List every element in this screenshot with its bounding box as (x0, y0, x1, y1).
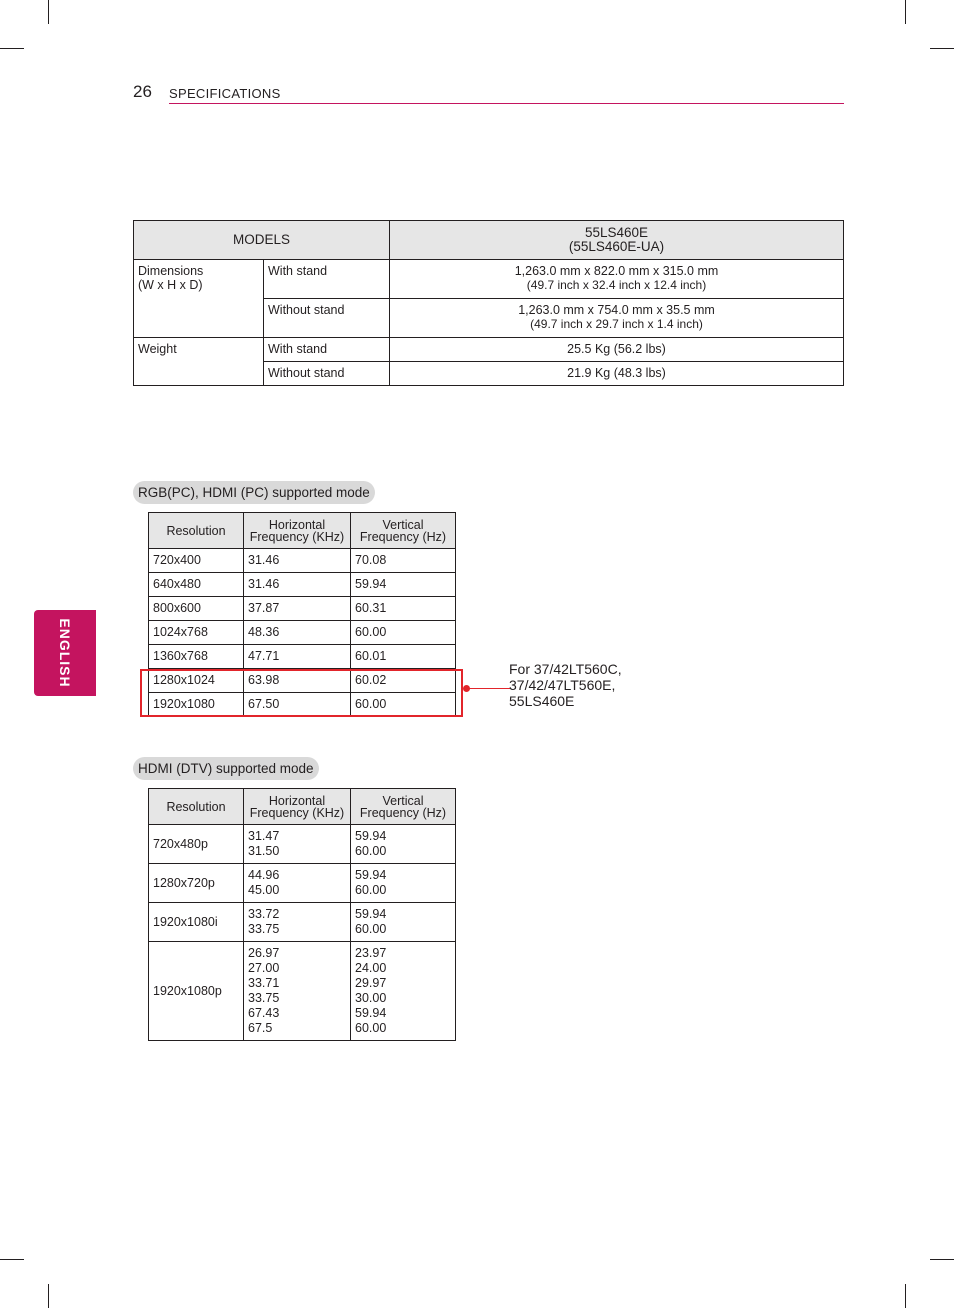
horizontal-frequency-cell: 63.98 (244, 669, 351, 693)
model-name: 55LS460E (584, 225, 649, 240)
resolution-header: Resolution (149, 513, 244, 549)
frequency-value: 67.5 (248, 1021, 273, 1035)
table-row (149, 549, 456, 573)
vertical-frequency-cell (351, 825, 456, 864)
crop-mark (930, 48, 954, 49)
header-rule (169, 103, 844, 104)
table-row (134, 338, 844, 362)
horizontal-frequency-cell: 37.87 (244, 597, 351, 621)
model-note-line: For 37/42LT560C, (509, 661, 622, 677)
vertical-header (351, 789, 456, 825)
crop-mark (905, 0, 906, 24)
model-header (390, 221, 844, 260)
resolution-cell: 720x480p (149, 825, 244, 864)
frequency-value: 44.96 (248, 868, 280, 882)
without-stand-label: Without stand (264, 362, 390, 386)
frequency-value: 27.00 (248, 961, 280, 975)
vertical-header-line2: Frequency (Hz) (359, 529, 447, 544)
frequency-value: 60.00 (355, 1021, 387, 1035)
frequency-value: 26.97 (248, 946, 280, 960)
frequency-value: 33.72 (248, 907, 280, 921)
crop-mark (0, 48, 24, 49)
frequency-value: 59.94 (355, 868, 387, 882)
frequency-value: 67.43 (248, 1006, 280, 1020)
frequency-value: 33.71 (248, 976, 280, 990)
spec-table (133, 220, 844, 386)
horizontal-frequency-cell (244, 942, 351, 1041)
with-stand-label: With stand (264, 260, 390, 299)
dim-with-inch: (49.7 inch x 32.4 inch x 12.4 inch) (526, 278, 707, 292)
frequency-value: 30.00 (355, 991, 387, 1005)
models-header: MODELS (134, 221, 390, 260)
table-row (149, 573, 456, 597)
language-tab (34, 610, 96, 696)
resolution-cell: 1920x1080p (149, 942, 244, 1041)
table-row (149, 903, 456, 942)
crop-mark (48, 1284, 49, 1308)
dimensions-label: Dimensions (138, 264, 204, 278)
vertical-frequency-cell (351, 942, 456, 1041)
dtv-section-title: HDMI (DTV) supported mode (133, 757, 319, 780)
frequency-value: 59.94 (355, 829, 387, 843)
resolution-header: Resolution (149, 789, 244, 825)
resolution-cell: 1920x1080i (149, 903, 244, 942)
frequency-value: 60.00 (355, 922, 387, 936)
resolution-cell: 1360x768 (149, 645, 244, 669)
vertical-frequency-cell: 70.08 (351, 549, 456, 573)
crop-mark (0, 1259, 24, 1260)
section-title: SPECIFICATIONS (169, 86, 281, 101)
vertical-frequency-cell: 60.31 (351, 597, 456, 621)
language-tab-label: ENGLISH (57, 618, 73, 688)
horizontal-header (244, 789, 351, 825)
frequency-value: 31.47 (248, 829, 280, 843)
vertical-frequency-cell: 60.02 (351, 669, 456, 693)
vertical-header-line2: Frequency (Hz) (359, 805, 447, 820)
horizontal-header (244, 513, 351, 549)
vertical-frequency-cell: 60.00 (351, 693, 456, 717)
dim-with-mm: 1,263.0 mm x 822.0 mm x 315.0 mm (514, 264, 719, 278)
callout-dot (463, 685, 470, 692)
weight-label: Weight (134, 338, 264, 386)
resolution-cell: 800x600 (149, 597, 244, 621)
vertical-frequency-cell (351, 903, 456, 942)
frequency-value: 24.00 (355, 961, 387, 975)
highlight-box (140, 669, 463, 717)
frequency-value: 23.97 (355, 946, 387, 960)
frequency-value: 29.97 (355, 976, 387, 990)
vertical-header (351, 513, 456, 549)
dimension-with-stand (390, 260, 844, 299)
frequency-value: 59.94 (355, 1006, 387, 1020)
without-stand-label: Without stand (264, 299, 390, 338)
vertical-frequency-cell (351, 864, 456, 903)
frequency-value: 33.75 (248, 922, 280, 936)
dtv-mode-table (148, 788, 456, 1041)
with-stand-label: With stand (264, 338, 390, 362)
table-row (149, 597, 456, 621)
horizontal-frequency-cell: 48.36 (244, 621, 351, 645)
horizontal-frequency-cell (244, 864, 351, 903)
resolution-cell: 1024x768 (149, 621, 244, 645)
resolution-cell: 1280x720p (149, 864, 244, 903)
resolution-cell: 1920x1080 (149, 693, 244, 717)
horizontal-frequency-cell: 67.50 (244, 693, 351, 717)
dimensions-label-cell (134, 260, 264, 338)
horizontal-header-line2: Frequency (KHz) (249, 529, 345, 544)
frequency-value: 33.75 (248, 991, 280, 1005)
horizontal-frequency-cell: 31.46 (244, 549, 351, 573)
callout-leader-line (466, 688, 510, 689)
frequency-value: 60.00 (355, 883, 387, 897)
horizontal-frequency-cell (244, 825, 351, 864)
dimension-without-stand (390, 299, 844, 338)
frequency-value: 31.50 (248, 844, 280, 858)
vertical-header-line1: Vertical (382, 517, 424, 532)
weight-without-stand: 21.9 Kg (48.3 lbs) (390, 362, 844, 386)
horizontal-frequency-cell (244, 903, 351, 942)
resolution-cell: 640x480 (149, 573, 244, 597)
vertical-frequency-cell: 60.01 (351, 645, 456, 669)
horizontal-header-line1: Horizontal (268, 793, 326, 808)
model-note-line: 55LS460E (509, 693, 575, 709)
horizontal-frequency-cell: 31.46 (244, 573, 351, 597)
table-row (149, 864, 456, 903)
crop-mark (930, 1259, 954, 1260)
vertical-frequency-cell: 60.00 (351, 621, 456, 645)
dim-without-inch: (49.7 inch x 29.7 inch x 1.4 inch) (530, 317, 703, 331)
horizontal-header-line2: Frequency (KHz) (249, 805, 345, 820)
frequency-value: 59.94 (355, 907, 387, 921)
vertical-frequency-cell: 59.94 (351, 573, 456, 597)
frequency-value: 45.00 (248, 883, 280, 897)
vertical-header-line1: Vertical (382, 793, 424, 808)
rgb-header-row (149, 513, 456, 549)
dimensions-sub: (W x H x D) (138, 278, 203, 292)
rgb-section-title: RGB(PC), HDMI (PC) supported mode (133, 481, 375, 504)
spec-header-row (134, 221, 844, 260)
page-number: 26 (133, 82, 152, 101)
resolution-cell: 720x400 (149, 549, 244, 573)
table-row (149, 621, 456, 645)
table-row (134, 260, 844, 299)
model-note (509, 661, 622, 709)
frequency-value: 60.00 (355, 844, 387, 858)
crop-mark (905, 1284, 906, 1308)
crop-mark (48, 0, 49, 24)
model-variant: (55LS460E-UA) (568, 239, 665, 254)
resolution-cell: 1280x1024 (149, 669, 244, 693)
horizontal-header-line1: Horizontal (268, 517, 326, 532)
weight-with-stand: 25.5 Kg (56.2 lbs) (390, 338, 844, 362)
table-row (149, 645, 456, 669)
model-note-line: 37/42/47LT560E, (509, 677, 616, 693)
table-row (149, 825, 456, 864)
table-row (149, 942, 456, 1041)
dtv-table-body (149, 825, 456, 1041)
dim-without-mm: 1,263.0 mm x 754.0 mm x 35.5 mm (518, 303, 715, 317)
dtv-header-row (149, 789, 456, 825)
horizontal-frequency-cell: 47.71 (244, 645, 351, 669)
